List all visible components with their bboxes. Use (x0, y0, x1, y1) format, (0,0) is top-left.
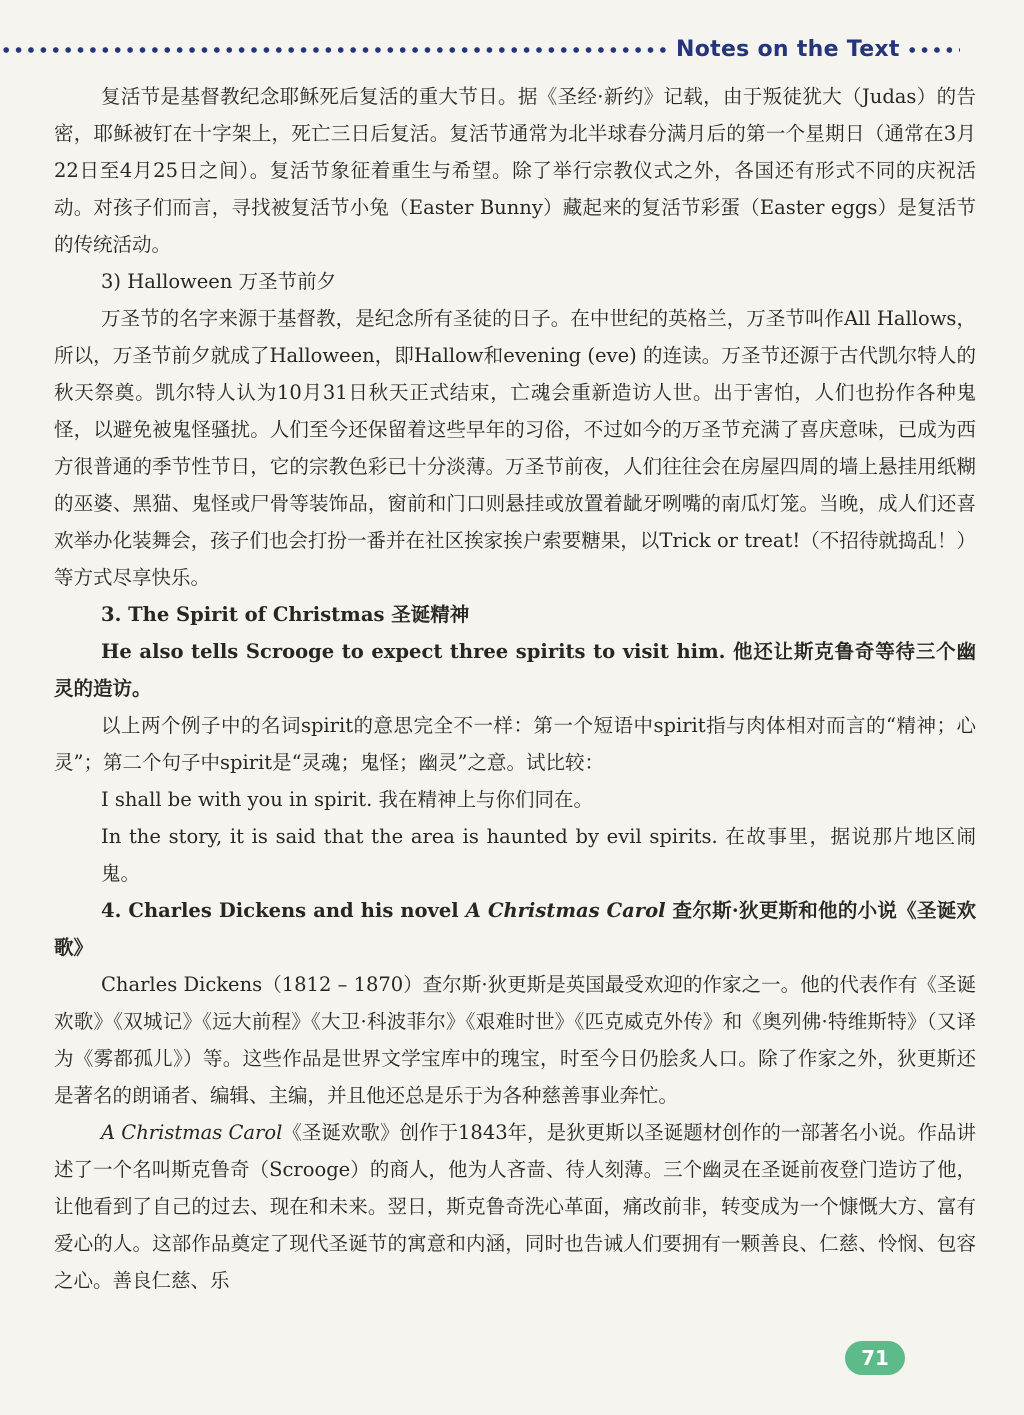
header-dots-left (0, 45, 668, 55)
page-number: 71 (845, 1341, 905, 1375)
halloween-paragraph: 万圣节的名字来源于基督教，是纪念所有圣徒的日子。在中世纪的英格兰，万圣节叫作All Hallows，所以，万圣节前夕就成了Halloween，即Hallow和evening (eve) 的连读。万圣节还源于古代凯尔特人的秋天祭奠。凯尔特人认为10月31日秋天正式结束，亡魂会重新造访人世。出于害怕，人们也扮作各种鬼怪，以避免被鬼怪骚扰。人们至今还保留着这些早年的习俗，不过如今的万圣节充满了喜庆意味，已成为西方很普通的季节性节日，它的宗教色彩已十分淡薄。万圣节前夜，人们往往会在房屋四周的墙上悬挂用纸糊的巫婆、黑猫、鬼怪或尸骨等装饰品，窗前和门口则悬挂或放置着龇牙咧嘴的南瓜灯笼。当晚，成人们还喜欢举办化装舞会，孩子们也会打扮一番并在社区挨家挨户索要糖果，以Trick or treat!（不招待就捣乱！）等方式尽享快乐。 (54, 307, 976, 589)
carol-title: A Christmas Carol (101, 1121, 283, 1144)
header-dots-right (906, 45, 960, 55)
dickens-heading-title: A Christmas Carol (465, 899, 666, 922)
dickens-heading-part-a: 4. Charles Dickens and his novel (101, 899, 466, 922)
spirit-example-1: I shall be with you in spirit. 我在精神上与你们同在。 (101, 788, 594, 811)
spirit-explanation: 以上两个例子中的名词spirit的意思完全不一样：第一个短语中spirit指与肉体相对而言的“精神；心灵”；第二个句子中spirit是“灵魂；鬼怪；幽灵”之意。试比较： (54, 714, 976, 774)
carol-paragraph (54, 1114, 976, 1299)
spirit-example: He also tells Scrooge to expect three spirits to visit him. 他还让斯克鲁奇等待三个幽灵的造访。 (54, 640, 976, 700)
dickens-heading-part-c: 查尔斯·狄更斯和他的小说《圣诞欢歌》 (54, 899, 976, 959)
dickens-paragraph: Charles Dickens（1812 – 1870）查尔斯·狄更斯是英国最受欢迎的作家之一。他的代表作有《圣诞欢歌》《双城记》《远大前程》《大卫·科波菲尔》《艰难时世》《匹克威克外传》和《奥列佛·特维斯特》（又译为《雾都孤儿》）等。这些作品是世界文学宝库中的瑰宝，时至今日仍脍炙人口。除了作家之外，狄更斯还是著名的朗诵者、编辑、主编，并且他还总是乐于为各种慈善事业奔忙。 (54, 973, 976, 1107)
carol-text: 《圣诞欢歌》创作于1843年，是狄更斯以圣诞题材创作的一部著名小说。作品讲述了一个名叫斯克鲁奇（Scrooge）的商人，他为人吝啬、待人刻薄。三个幽灵在圣诞前夜登门造访了他，让他看到了自己的过去、现在和未来。翌日，斯克鲁奇洗心革面，痛改前非，转变成为一个慷慨大方、富有爱心的人。这部作品奠定了现代圣诞节的寓意和内涵，同时也告诫人们要拥有一颗善良、仁慈、怜悯、包容之心。善良仁慈、乐 (54, 1121, 976, 1292)
spirit-heading: 3. The Spirit of Christmas 圣诞精神 (101, 603, 470, 626)
halloween-heading: 3) Halloween 万圣节前夕 (101, 270, 337, 293)
header-title: Notes on the Text (676, 37, 900, 62)
page-header (0, 36, 1024, 64)
spirit-example-2: In the story, it is said that the area is haunted by evil spirits. 在故事里，据说那片地区闹鬼。 (101, 825, 976, 885)
page-content (54, 78, 976, 1299)
easter-paragraph: 复活节是基督教纪念耶稣死后复活的重大节日。据《圣经·新约》记载，由于叛徒犹大（Judas）的告密，耶稣被钉在十字架上，死亡三日后复活。复活节通常为北半球春分满月后的第一个星期日（通常在3月22日至4月25日之间）。复活节象征着重生与希望。除了举行宗教仪式之外，各国还有形式不同的庆祝活动。对孩子们而言，寻找被复活节小兔（Easter Bunny）藏起来的复活节彩蛋（Easter eggs）是复活节的传统活动。 (54, 85, 976, 256)
dickens-heading (54, 892, 976, 966)
